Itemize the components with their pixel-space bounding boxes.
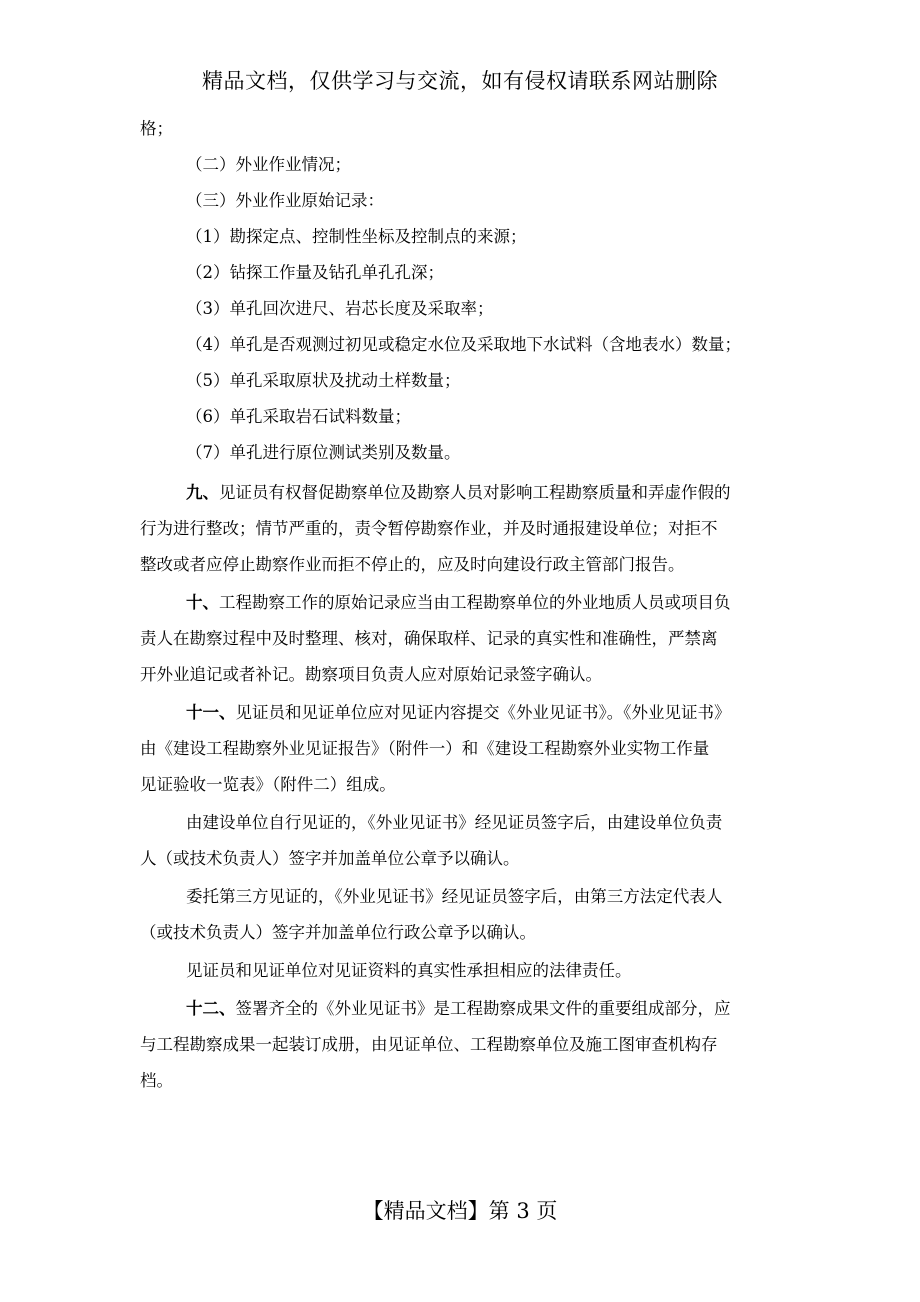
- text-line: 格；: [140, 119, 173, 138]
- text-line: 工程勘察工作的原始记录应当由工程勘察单位的外业地质人员或项目负: [219, 593, 731, 612]
- paragraph-9: [140, 482, 780, 504]
- paragraph-10: [140, 592, 780, 614]
- paragraph-12: [140, 998, 780, 1020]
- text-line: 行为进行整改；情节严重的，责令暂停勘察作业，并及时通报建设单位；对拒不: [140, 519, 718, 538]
- text-line: 见证员和见证单位应对见证内容提交《外业见证书》。《外业见证书》: [235, 703, 731, 722]
- text-line: 与工程勘察成果一起装订成册，由见证单位、工程勘察单位及施工图审查机构存: [140, 1035, 718, 1054]
- section-number: 十一、: [186, 703, 236, 722]
- page-header: 精品文档，仅供学习与交流，如有侵权请联系网站删除: [202, 69, 718, 93]
- text-line: 委托第三方见证的，《外业见证书》经见证员签字后，由第三方法定代表人: [186, 887, 723, 906]
- text-line: 见证员和见证单位对见证资料的真实性承担相应的法律责任。: [186, 961, 632, 980]
- text-line: 签署齐全的《外业见证书》是工程勘察成果文件的重要组成部分，应: [235, 999, 731, 1018]
- text-line: 见证员有权督促勘察单位及勘察人员对影响工程勘察质量和弄虚作假的: [219, 483, 731, 502]
- text-line: 由建设单位自行见证的，《外业见证书》经见证员签字后，由建设单位负责: [186, 813, 723, 832]
- list-item: （二）外业作业情况；: [186, 155, 351, 174]
- list-item: （6）单孔采取岩石试料数量；: [186, 407, 411, 426]
- text-line: 开外业追记或者补记。勘察项目负责人应对原始记录签字确认。: [140, 665, 602, 684]
- list-item: （7）单孔进行原位测试类别及数量。: [186, 443, 461, 462]
- list-item: （5）单孔采取原状及扰动土样数量；: [186, 371, 461, 390]
- text-line: 档。: [140, 1071, 173, 1090]
- text-line: 见证验收一览表》（附件二）组成。: [140, 775, 396, 794]
- paragraph-11: [140, 702, 780, 724]
- text-line: 由《建设工程勘察外业见证报告》（附件一）和《建设工程勘察外业实物工作量: [140, 739, 710, 758]
- list-item: （4）单孔是否观测过初见或稳定水位及采取地下水试料（含地表水）数量；: [186, 335, 741, 354]
- list-item: （1）勘探定点、控制性坐标及控制点的来源；: [186, 227, 527, 246]
- section-number: 十、: [186, 593, 219, 612]
- section-number: 十二、: [186, 999, 236, 1018]
- document-body: [140, 118, 780, 1092]
- text-line: （或技术负责人）签字并加盖单位行政公章予以确认。: [140, 923, 536, 942]
- section-number: 九、: [186, 483, 219, 502]
- list-item: （3）单孔回次进尺、岩芯长度及采取率；: [186, 299, 494, 318]
- text-line: 责人在勘察过程中及时整理、核对，确保取样、记录的真实性和准确性，严禁离: [140, 629, 718, 648]
- text-line: 人（或技术负责人）签字并加盖单位公章予以确认。: [140, 849, 520, 868]
- list-item: （2）钻探工作量及钻孔单孔孔深；: [186, 263, 444, 282]
- list-item: （三）外业作业原始记录：: [186, 191, 384, 210]
- text-line: 整改或者应停止勘察作业而拒不停止的，应及时向建设行政主管部门报告。: [140, 555, 685, 574]
- page-footer: 【精品文档】第 3 页: [362, 1199, 558, 1223]
